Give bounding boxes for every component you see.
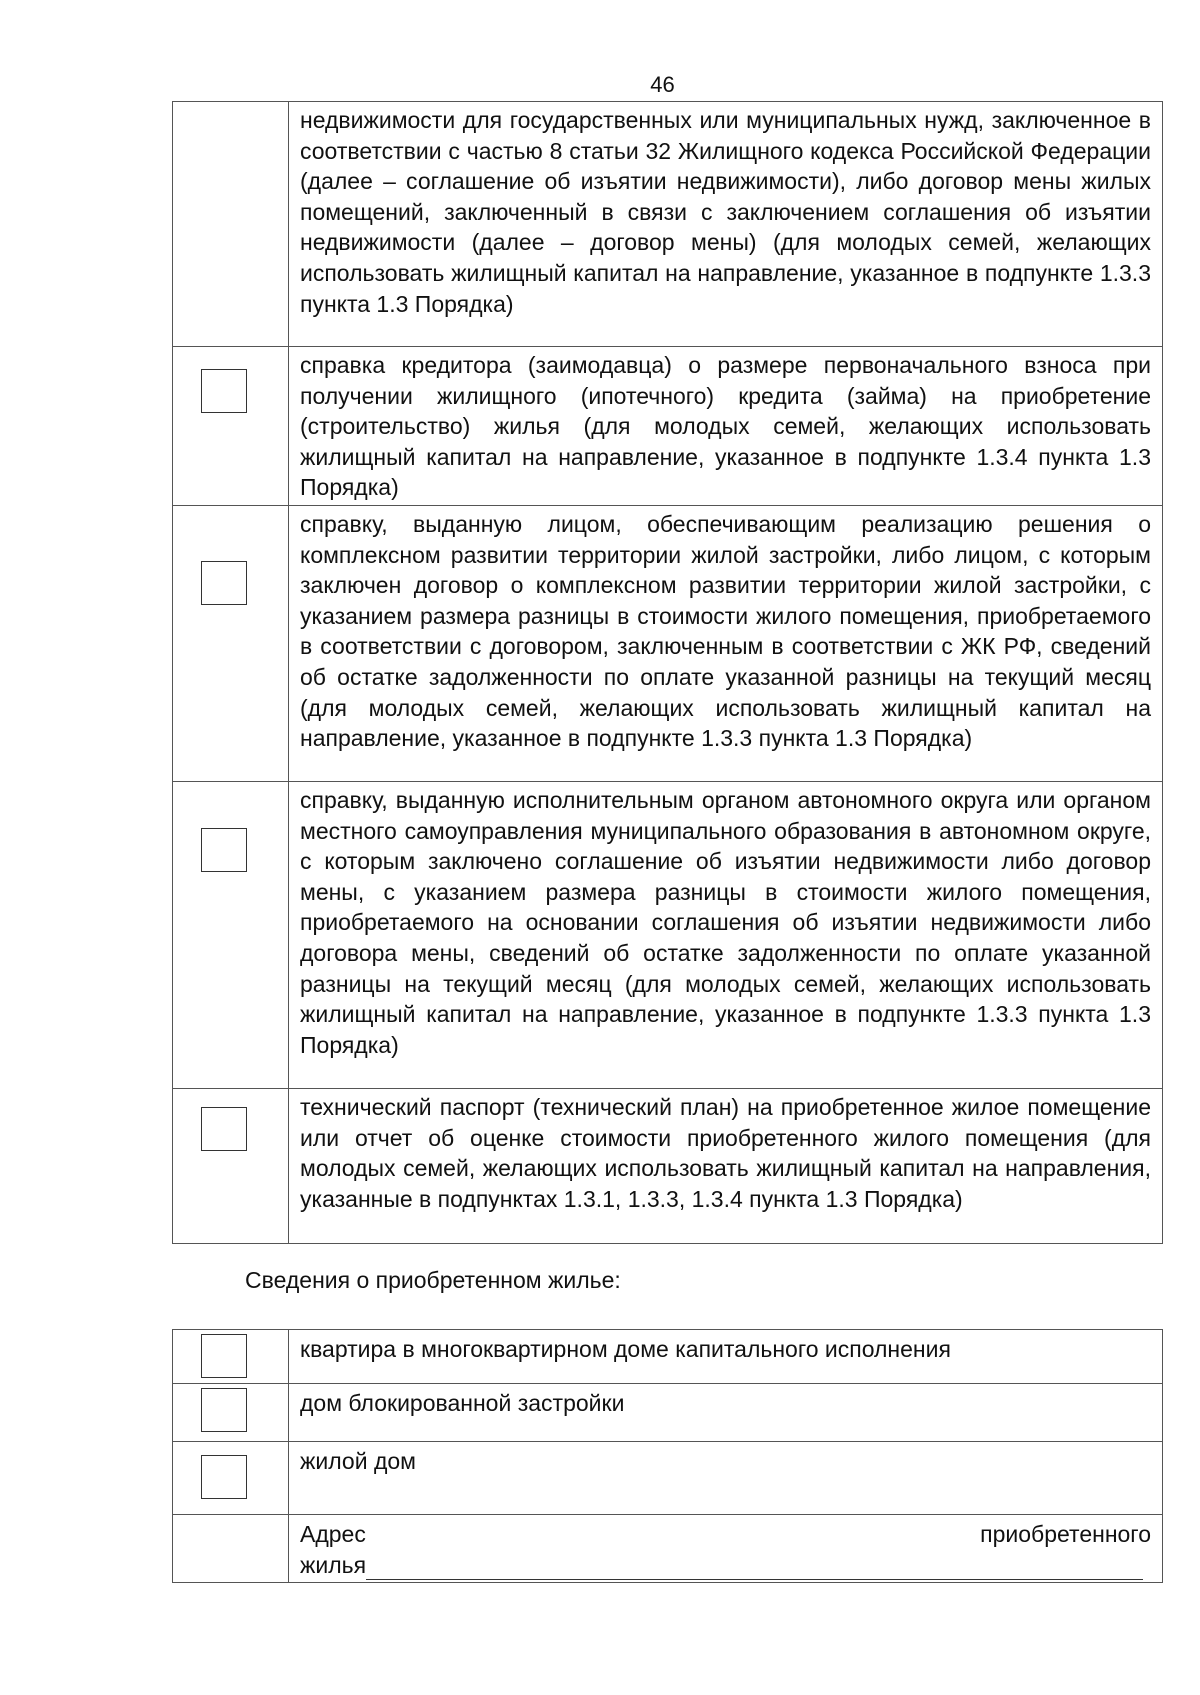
housing-type-table	[172, 1329, 1163, 1583]
address-input-line[interactable]	[366, 1555, 1143, 1580]
housing-type-checkbox[interactable]	[201, 1334, 247, 1378]
row-text: справка кредитора (заимодавца) о размере первоначального взноса при получении жилищного (ипотечного) кредита (займа) на приобретение (строительство) жилья (для молодых семей, желающих использовать жилищный капитал на направление, указанное в подпункте 1.3.4 пункта 1.3 Порядка)	[289, 347, 1163, 506]
table-row	[173, 1515, 1163, 1583]
checkbox-cell	[173, 505, 289, 781]
checkbox-cell	[173, 1330, 289, 1384]
housing-type-checkbox[interactable]	[201, 1455, 247, 1499]
document-checkbox[interactable]	[201, 369, 247, 413]
address-label-3: жилья	[300, 1551, 367, 1578]
row-text: справку, выданную исполнительным органом автономного округа или органом местного самоуправления муниципального образования в автономном округе, с которым заключено соглашение об изъятии недвижимости либо договор мены, с указанием размера разницы в стоимости жилого помещения, приобретаемого на основании соглашения об изъятии недвижимости либо договора мены, сведений об остатке задолженности по оплате указанной разницы на текущий месяц (для молодых семей, желающих использовать жилищный капитал на направление, указанное в подпункте 1.3.3 пункта 1.3 Порядка)	[289, 781, 1163, 1088]
address-label-2: приобретенного	[980, 1521, 1151, 1547]
checkbox-cell	[173, 1088, 289, 1243]
section-heading: Сведения о приобретенном жилье:	[245, 1267, 621, 1293]
row-text: дом блокированной застройки	[289, 1384, 1163, 1442]
row-text: справку, выданную лицом, обеспечивающим реализацию решения о комплексном развитии территории жилой застройки, либо лицом, с которым заключен договор о комплексном развитии территории жилой застройки, с указанием размера разницы в стоимости жилого помещения, приобретаемого в соответствии с договором, заключенным в соответствии с ЖК РФ, сведений об остатке задолженности по оплате указанной разницы на текущий месяц (для молодых семей, желающих использовать жилищный капитал на направление, указанное в подпункте 1.3.3 пункта 1.3 Порядка)	[289, 505, 1163, 781]
housing-type-checkbox[interactable]	[201, 1388, 247, 1432]
checkbox-cell	[173, 347, 289, 506]
row-text: жилой дом	[289, 1442, 1163, 1515]
table-row	[173, 1384, 1163, 1442]
document-checkbox[interactable]	[201, 828, 247, 872]
address-cell	[289, 1515, 1163, 1583]
document-checkbox[interactable]	[201, 561, 247, 605]
checkbox-cell	[173, 781, 289, 1088]
table-row	[173, 1330, 1163, 1384]
row-text: технический паспорт (технический план) на приобретенное жилое помещение или отчет об оценке стоимости приобретенного жилого помещения (для молодых семей, желающих использовать жилищный капитал на направления, указанные в подпунктах 1.3.1, 1.3.3, 1.3.4 пункта 1.3 Порядка)	[289, 1088, 1163, 1243]
checkbox-cell	[173, 1384, 289, 1442]
table-row	[173, 1442, 1163, 1515]
documents-table	[172, 101, 1163, 1244]
table-row	[173, 102, 1163, 347]
page-number: 46	[650, 72, 675, 97]
empty-cell	[173, 1515, 289, 1583]
row-text: недвижимости для государственных или муниципальных нужд, заключенное в соответствии с частью 8 статьи 32 Жилищного кодекса Российской Федерации (далее – соглашение об изъятии недвижимости), либо договор мены жилых помещений, заключенный в связи с заключением соглашения об изъятии недвижимости (далее – договор мены) (для молодых семей, желающих использовать жилищный капитал на направление, указанное в подпункте 1.3.3 пункта 1.3 Порядка)	[289, 102, 1163, 347]
table-row	[173, 347, 1163, 506]
row-text: квартира в многоквартирном доме капитального исполнения	[289, 1330, 1163, 1384]
checkbox-cell	[173, 1442, 289, 1515]
table-row	[173, 505, 1163, 781]
table-row	[173, 1088, 1163, 1243]
table-row	[173, 781, 1163, 1088]
address-label: Адрес	[300, 1521, 366, 1547]
checkbox-cell	[173, 102, 289, 347]
document-checkbox[interactable]	[201, 1107, 247, 1151]
